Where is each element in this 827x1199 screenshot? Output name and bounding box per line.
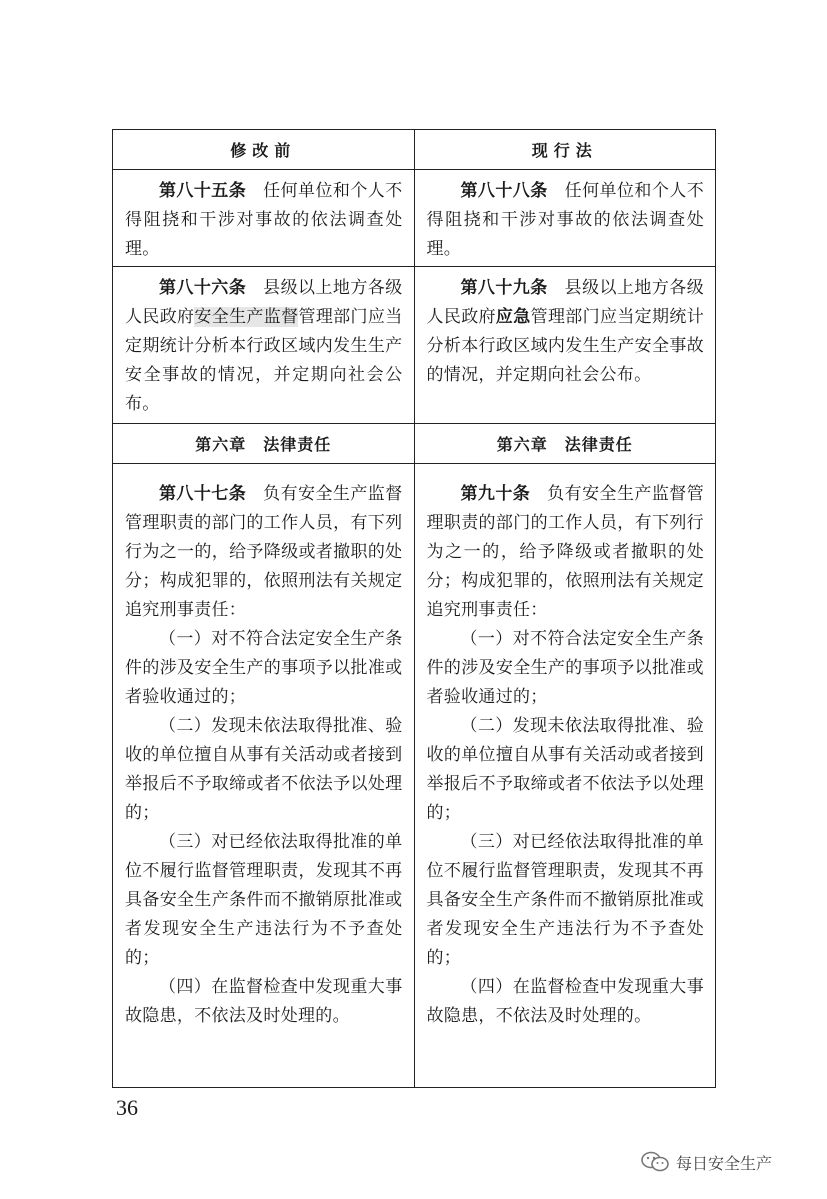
article-number: 第八十七条 xyxy=(159,484,247,504)
watermark-text: 每日安全生产 xyxy=(676,1153,773,1173)
page-number: 36 xyxy=(116,1095,138,1120)
article-number: 第八十九条 xyxy=(460,278,548,298)
list-item: （一）对不符合法定安全生产条件的涉及安全生产的事项予以批准或者验收通过的； xyxy=(426,629,704,707)
cell-before xyxy=(113,170,415,267)
article-text: 负有安全生产监督管理职责的部门的工作人员，有下列行为之一的，给予降级或者撤职的处分；构成犯罪的，依照刑法有关规定追究刑事责任： xyxy=(426,484,704,620)
article-number: 第八十六条 xyxy=(159,278,247,298)
article-number: 第九十条 xyxy=(460,484,531,504)
article-text: 管理部门应当定期统计分析本行政区域内发生生产安全事故的情况，并定期向社会公布。 xyxy=(426,307,705,385)
article-number: 第八十八条 xyxy=(460,181,548,201)
article-text: 任何单位和个人不得阻挠和干涉对事故的依法调查处理。 xyxy=(125,181,403,259)
cell-current xyxy=(414,464,716,1088)
table-row xyxy=(113,170,716,267)
list-item: （四）在监督检查中发现重大事故隐患，不依法及时处理的。 xyxy=(426,977,704,1026)
article-text: 负有安全生产监督管理职责的部门的工作人员，有下列行为之一的，给予降级或者撤职的处分；构成犯罪的，依照刑法有关规定追究刑事责任： xyxy=(125,484,403,620)
cell-before xyxy=(113,267,415,424)
header-before: 修改前 xyxy=(113,130,415,170)
header-row xyxy=(113,130,716,170)
list-item: （三）对已经依法取得批准的单位不履行监督管理职责，发现其不再具备安全生产条件而不撤销原批准或者发现安全生产违法行为不予查处的； xyxy=(426,832,704,968)
list-item: （一）对不符合法定安全生产条件的涉及安全生产的事项予以批准或者验收通过的； xyxy=(125,629,403,707)
table-row xyxy=(113,464,716,1088)
list-item: （二）发现未依法取得批准、验收的单位擅自从事有关活动或者接到举报后不予取缔或者不依法予以处理的； xyxy=(125,716,403,823)
chapter-title-before: 第六章 法律责任 xyxy=(113,424,415,464)
watermark xyxy=(640,1150,772,1174)
cell-current xyxy=(414,170,716,267)
list-item: （三）对已经依法取得批准的单位不履行监督管理职责，发现其不再具备安全生产条件而不撤销原批准或者发现安全生产违法行为不予查处的； xyxy=(125,832,403,968)
header-current: 现行法 xyxy=(414,130,716,170)
list-item: （四）在监督检查中发现重大事故隐患，不依法及时处理的。 xyxy=(125,977,403,1026)
list-item: （二）发现未依法取得批准、验收的单位擅自从事有关活动或者接到举报后不予取缔或者不依法予以处理的； xyxy=(426,716,704,823)
cell-current xyxy=(414,267,716,424)
wechat-icon xyxy=(640,1150,670,1174)
table-row xyxy=(113,267,716,424)
article-text: 管理部门应当定期统计分析本行政区域内发生生产安全事故的情况，并定期向社会公布。 xyxy=(125,307,403,414)
cell-before xyxy=(113,464,415,1088)
article-text: 县级以上地方各级人民政府 xyxy=(125,278,403,327)
article-text: 县级以上地方各级人民政府 xyxy=(426,278,705,327)
article-text: 任何单位和个人不得阻挠和干涉对事故的依法调查处理。 xyxy=(426,181,705,259)
changed-phrase: 安全生产监督 xyxy=(194,307,299,327)
article-number: 第八十五条 xyxy=(159,181,247,201)
chapter-title-current: 第六章 法律责任 xyxy=(414,424,716,464)
comparison-table xyxy=(112,129,716,1088)
chapter-row xyxy=(113,424,716,464)
changed-phrase: 应急 xyxy=(495,307,531,327)
